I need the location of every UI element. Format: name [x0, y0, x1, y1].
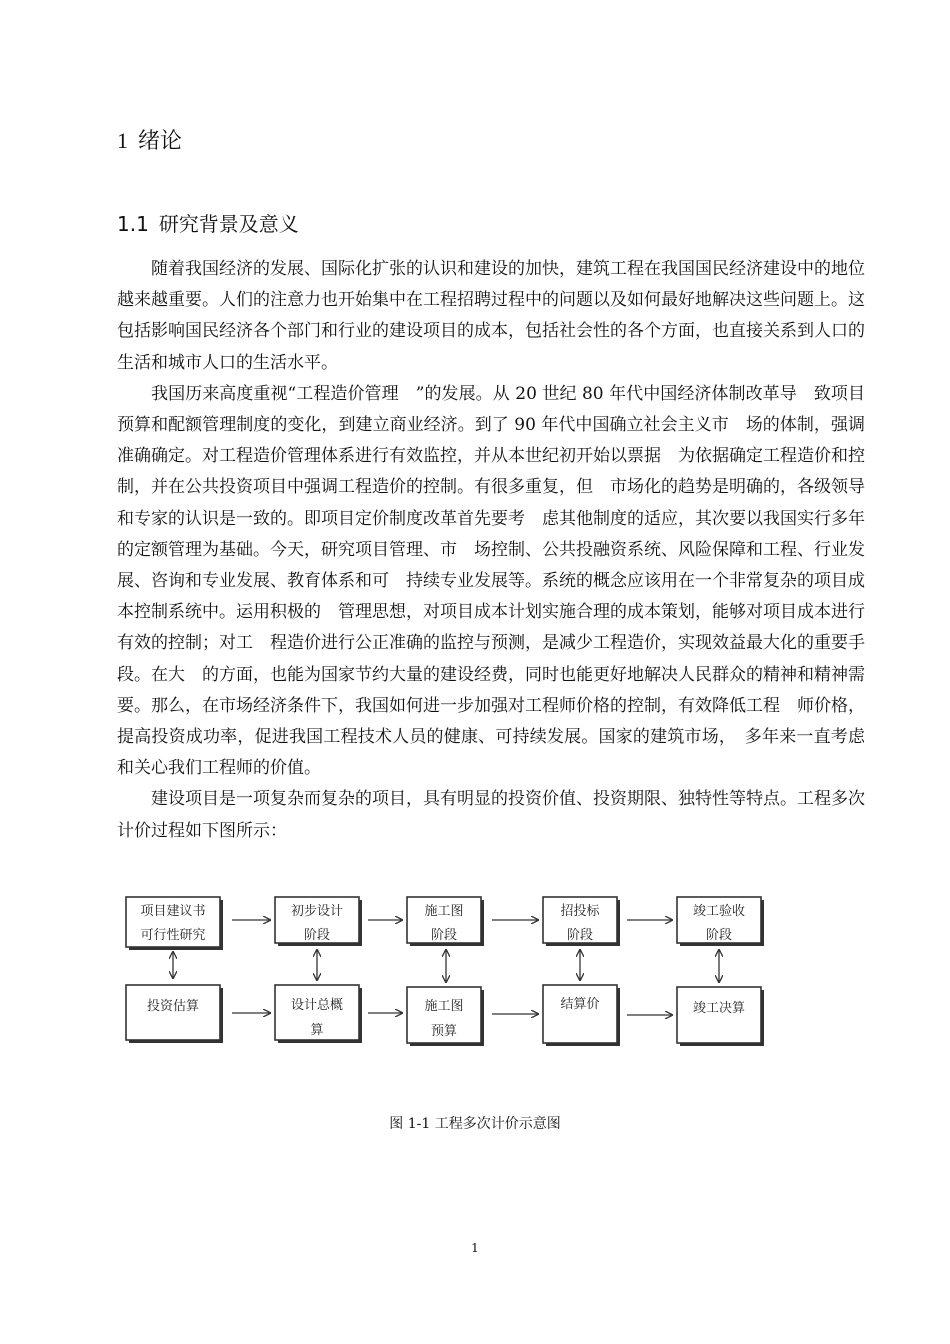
stage-4-line1: 招投标 [560, 904, 600, 919]
stage-3-line1: 施工图 [424, 904, 464, 919]
stage-2-line1: 初步设计 [290, 904, 344, 919]
stage-3-line2: 阶段 [430, 928, 458, 943]
stage-box-2 [275, 897, 362, 946]
stage-box-3 [407, 897, 484, 946]
pricing-box-4 [543, 985, 620, 1046]
figure-caption: 图 1-1 工程多次计价示意图 [389, 1116, 561, 1132]
section-number: 1.1 [117, 212, 149, 236]
pricing-2-line2: 算 [310, 1023, 324, 1038]
pricing-5-line1: 竣工决算 [692, 1001, 746, 1016]
pricing-4-line1: 结算价 [560, 997, 600, 1012]
pricing-box-5 [677, 987, 764, 1046]
pricing-3-line2: 预算 [430, 1024, 458, 1039]
pricing-2-line1: 设计总概 [290, 998, 344, 1013]
stage-1-line2: 可行性研究 [140, 928, 206, 943]
stage-box-5 [677, 897, 764, 946]
pricing-box-1 [126, 985, 223, 1043]
section-title: 研究背景及意义 [158, 212, 299, 236]
section-heading [117, 208, 299, 237]
stage-5-line2: 阶段 [705, 928, 733, 943]
stage-box-1 [126, 897, 223, 950]
pricing-box-2 [275, 985, 362, 1043]
stage-4-line2: 阶段 [566, 928, 594, 943]
paragraph-2: 我国历来高度重视“工程造价管理 ”的发展。从 20 世纪 80 年代中国经济体制改革导 致项目预算和配额管理制度的变化，到建立商业经济。到了 90 年代中国确立社会主义市 场的体制，强调准确确定。对工程造价管理体系进行有效监控，并从本世纪初开始以票据 为依据确定工程造价和控制，并在公共投资项目中强调工程造价的控制。有很多重复，但 市场化的趋势是明确的，各级领导和专家的认识是一致的。即项目定价制度改革首先要考 虑其他制度的适应，其次要以我国实行多年的定额管理为基础。今天，研究项目管理、市 场控制、公共投融资系统、风险保障和工程、行业发展、咨询和专业发展、教育体系和可 持续专业发展等。系统的概念应该用在一个非常复杂的项目成本控制系统中。运用积极的 管理思想，对项目成本计划实施合理的成本策划，能够对项目成本进行有效的控制；对工 程造价进行公正准确的监控与预测，是减少工程造价，实现效益最大化的重要手段。在大 的方面，也能为国家节约大量的建设经费，同时也能更好地解决人民群众的精神和精神需 要。那么，在市场经济条件下，我国如何进一步加强对工程师价格的控制，有效降低工程 师价格，提高投资成功率，促进我国工程技术人员的健康、可持续发展。国家的建筑市场， 多年来一直考虑和关心我们工程师的价值。 [117, 383, 882, 779]
stage-1-line1: 项目建议书 [140, 904, 206, 919]
chapter-number: 1 [117, 128, 128, 153]
pricing-box-3 [407, 987, 484, 1046]
stage-box-4 [543, 897, 620, 946]
pricing-3-line1: 施工图 [424, 999, 464, 1014]
stage-5-line1: 竣工验收 [692, 904, 746, 919]
paragraph-1: 随着我国经济的发展、国际化扩张的认识和建设的加快，建筑工程在我国国民经济建设中的地位越来越重要。人们的注意力也开始集中在工程招聘过程中的问题以及如何最好地解决这些问题上。这包括影响国民经济各个部门和行业的建设项目的成本，包括社会性的各个方面，也直接关系到人口的生活和城市人口的生活水平。 [117, 259, 865, 373]
pricing-process-diagram [112, 896, 772, 1056]
body-text [117, 254, 882, 847]
chapter-heading [117, 124, 182, 155]
chapter-title: 绪论 [138, 129, 183, 154]
paragraph-3: 建设项目是一项复杂而复杂的项目，具有明显的投资价值、投资期限、独特性等特点。工程多次计价过程如下图所示： [117, 789, 865, 841]
pricing-1-line1: 投资估算 [146, 999, 200, 1014]
page-number: 1 [471, 1241, 479, 1255]
stage-2-line2: 阶段 [303, 928, 331, 943]
